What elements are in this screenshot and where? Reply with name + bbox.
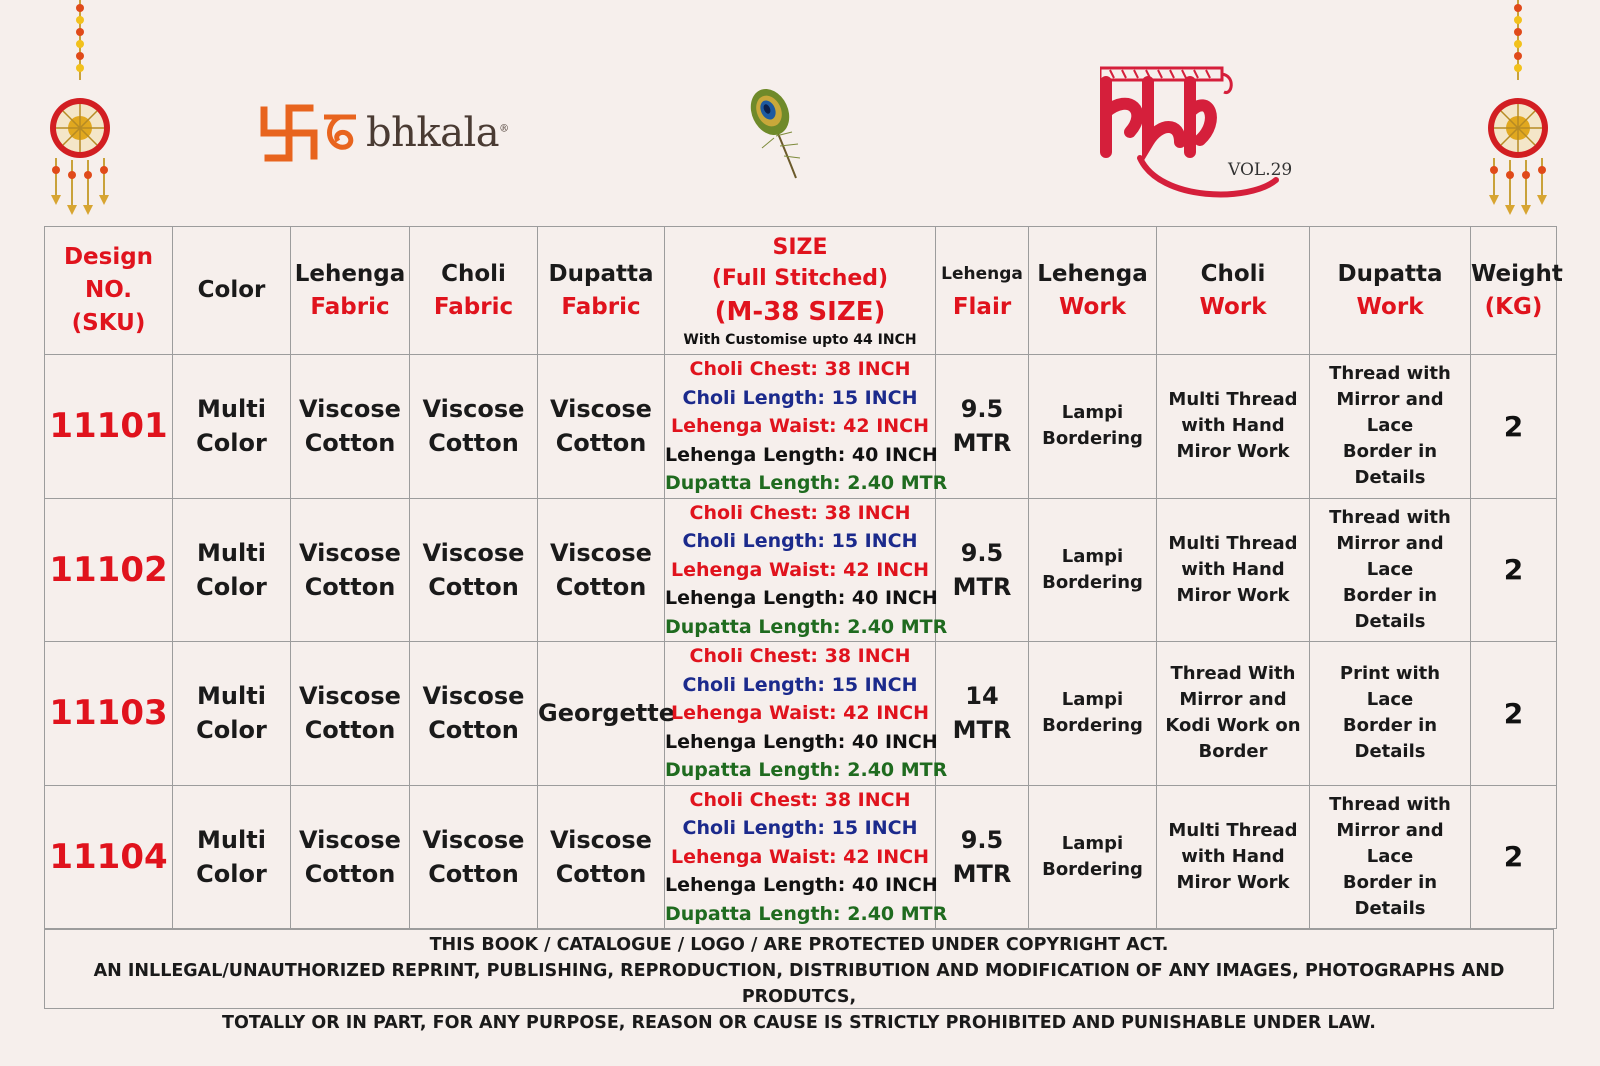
catalog-table — [44, 226, 1563, 929]
flair-cell — [936, 642, 1029, 786]
cell-line: Multi — [197, 825, 266, 854]
cell-line: MTR — [952, 429, 1012, 458]
dupatta-work-cell — [1310, 355, 1471, 499]
cell-line: Border in — [1342, 715, 1438, 737]
choli-length-spec: Choli Length: 15 INCH — [682, 386, 918, 409]
cell-line: Cotton — [428, 859, 519, 888]
header-dupatta-fabric — [538, 227, 665, 355]
cell-line: Thread with — [1329, 793, 1451, 815]
cell-line: Multi Thread — [1168, 819, 1298, 841]
cell-line: with Hand — [1181, 845, 1285, 867]
cell-line: Viscose — [422, 682, 525, 711]
size-cell — [665, 355, 948, 499]
cell-line: 14 — [965, 682, 999, 711]
size-cell — [665, 498, 948, 642]
header-line: Design — [63, 244, 154, 270]
color-cell — [173, 642, 291, 786]
header-line: Color — [197, 277, 266, 303]
header-line: Lehenga — [941, 263, 1023, 284]
lehenga-length-spec: Lehenga Length: 40 INCH — [665, 587, 938, 609]
table-row — [45, 498, 1557, 642]
header-weight — [1471, 227, 1563, 355]
cell-line: 9.5 — [960, 825, 1004, 854]
brand-name-text: bhkala — [366, 110, 500, 156]
choli-work-cell — [1157, 498, 1310, 642]
choli-chest-spec: Choli Chest: 38 INCH — [689, 788, 911, 811]
weight-cell: 2 — [1471, 785, 1557, 929]
lehenga-work-cell — [1029, 642, 1157, 786]
cell-line: Cotton — [304, 572, 396, 601]
header-line: With Customise upto 44 INCH — [683, 331, 917, 348]
cell-line: Color — [196, 716, 267, 745]
cell-line: MTR — [952, 572, 1012, 601]
size-cell — [665, 785, 948, 929]
table-row — [45, 355, 1557, 499]
cell-line: Miror Work — [1176, 871, 1290, 893]
hanging-decoration-right-icon — [1480, 0, 1560, 220]
header-line: Choli — [1200, 260, 1266, 287]
cell-line: Thread with — [1329, 506, 1451, 528]
copyright-line: AN INLLEGAL/UNAUTHORIZED REPRINT, PUBLISHING, REPRODUCTION, DISTRIBUTION AND MODIFICATION OF ANY IMAGES, PHOTOGRAPHS AND PRODUTCS, — [93, 961, 1505, 1007]
lehenga-fabric-cell — [291, 785, 410, 929]
lehenga-waist-spec: Lehenga Waist: 42 INCH — [670, 415, 930, 437]
flair-cell — [936, 785, 1029, 929]
cell-line: Cotton — [555, 572, 647, 601]
lehenga-length-spec: Lehenga Length: 40 INCH — [665, 874, 938, 896]
lehenga-work-cell — [1029, 498, 1157, 642]
header-lehenga-work — [1029, 227, 1157, 355]
header-color — [173, 227, 291, 355]
header-lehenga-fabric — [291, 227, 410, 355]
header-line: NO. — [84, 277, 133, 303]
color-cell — [173, 498, 291, 642]
cell-line: Details — [1354, 467, 1426, 489]
brand-name — [366, 110, 509, 156]
hanging-decoration-left-icon — [42, 0, 122, 220]
lehenga-waist-spec: Lehenga Waist: 42 INCH — [670, 702, 930, 724]
header-line: Lehenga — [1037, 260, 1148, 287]
dupatta-length-spec: Dupatta Length: 2.40 MTR — [665, 615, 948, 638]
cell-line: Border in — [1342, 441, 1438, 463]
lehenga-fabric-cell — [291, 498, 410, 642]
header-design-no — [45, 227, 173, 355]
header-line: Lehenga — [294, 260, 406, 287]
cell-line: MTR — [952, 859, 1012, 888]
cell-line: Lampi — [1061, 402, 1124, 424]
choli-chest-spec: Choli Chest: 38 INCH — [689, 645, 911, 667]
weight-cell: 2 — [1471, 355, 1557, 499]
cell-line: Lampi — [1061, 545, 1124, 567]
sku-cell: 11101 — [45, 355, 173, 499]
cell-line: Mirror and — [1179, 689, 1287, 711]
cell-line: Viscose — [299, 538, 401, 567]
choli-work-cell — [1157, 785, 1310, 929]
flair-cell — [936, 355, 1029, 499]
cell-line: Details — [1354, 741, 1426, 763]
choli-length-spec: Choli Length: 15 INCH — [682, 530, 918, 552]
header-dupatta-work — [1310, 227, 1471, 355]
cell-line: Thread With — [1170, 663, 1296, 685]
flair-cell — [936, 498, 1029, 642]
weight-cell: 2 — [1471, 498, 1557, 642]
cell-line: Cotton — [304, 859, 396, 888]
cell-line: Details — [1354, 897, 1426, 919]
header-line: Fabric — [433, 293, 514, 320]
table-header-row — [45, 227, 1557, 355]
cell-line: Cotton — [304, 429, 396, 458]
dupatta-fabric-cell — [538, 642, 675, 786]
dupatta-fabric-cell — [538, 498, 665, 642]
dupatta-work-cell — [1310, 642, 1471, 786]
cell-line: Cotton — [428, 716, 519, 745]
cell-line: Viscose — [299, 395, 401, 424]
cell-line: Georgette — [538, 699, 675, 728]
cell-line: Kodi Work on — [1165, 715, 1301, 737]
cell-line: Thread with — [1329, 363, 1451, 385]
header-line: Fabric — [310, 293, 390, 320]
cell-line: Multi Thread — [1168, 532, 1298, 554]
dupatta-length-spec: Dupatta Length: 2.40 MTR — [665, 472, 948, 494]
cell-line: Multi Thread — [1168, 389, 1298, 411]
cell-line: Bordering — [1042, 571, 1143, 593]
header-line: Fabric — [561, 293, 641, 320]
dupatta-work-cell — [1310, 498, 1471, 642]
cell-line: Bordering — [1042, 858, 1143, 880]
lehenga-length-spec: Lehenga Length: 40 INCH — [665, 730, 938, 753]
swastik-icon — [258, 102, 320, 164]
ras-calligraphy-icon — [1100, 62, 1293, 202]
choli-fabric-cell — [410, 498, 538, 642]
cell-line: Print with Lace — [1339, 663, 1441, 711]
cell-line: Cotton — [428, 572, 519, 601]
cell-line: Border — [1198, 741, 1268, 763]
cell-line: Viscose — [550, 825, 652, 854]
lehenga-fabric-cell — [291, 355, 410, 499]
cell-line: Bordering — [1042, 428, 1143, 450]
cell-line: Viscose — [299, 825, 401, 854]
header-line: (SKU) — [71, 310, 146, 336]
sku-cell: 11103 — [45, 642, 173, 786]
lehenga-waist-spec: Lehenga Waist: 42 INCH — [670, 845, 930, 868]
cell-line: Mirror and Lace — [1336, 532, 1444, 580]
copyright-notice — [44, 929, 1554, 1033]
cell-line: 9.5 — [960, 538, 1004, 567]
cell-line: Color — [196, 429, 267, 458]
cell-line: 9.5 — [960, 395, 1004, 424]
sku-cell: 11104 — [45, 785, 173, 929]
copyright-line: TOTALLY OR IN PART, FOR ANY PURPOSE, REASON OR CAUSE IS STRICTLY PROHIBITED AND PUNISHABLE UNDER LAW. — [222, 1013, 1376, 1033]
cell-line: with Hand — [1181, 415, 1285, 437]
brand-logo — [258, 98, 509, 168]
choli-work-cell — [1157, 642, 1310, 786]
dupatta-length-spec: Dupatta Length: 2.40 MTR — [665, 902, 948, 925]
header-choli-work — [1157, 227, 1310, 355]
cell-line: Viscose — [422, 538, 525, 567]
cell-line: Lampi — [1061, 689, 1124, 711]
choli-length-spec: Choli Length: 15 INCH — [682, 817, 918, 839]
cell-line: Lampi — [1061, 832, 1124, 854]
cell-line: Viscose — [422, 395, 525, 424]
cell-line: Multi — [197, 682, 266, 711]
cell-line: Color — [196, 859, 267, 888]
choli-fabric-cell — [410, 355, 538, 499]
color-cell — [173, 355, 291, 499]
header-line: (KG) — [1484, 293, 1543, 320]
cell-line: Details — [1354, 610, 1426, 632]
choli-length-spec: Choli Length: 15 INCH — [682, 673, 918, 696]
lehenga-length-spec: Lehenga Length: 40 INCH — [665, 443, 938, 466]
header-line: Work — [1059, 293, 1126, 320]
collection-logo — [1100, 62, 1293, 206]
table-row — [45, 785, 1557, 929]
header-line: SIZE — [772, 234, 828, 260]
lehenga-work-cell — [1029, 785, 1157, 929]
cell-line: Multi — [197, 395, 266, 424]
cell-line: Cotton — [555, 859, 647, 888]
copyright-line: THIS BOOK / CATALOGUE / LOGO / ARE PROTECTED UNDER COPYRIGHT ACT. — [429, 935, 1169, 955]
header-line: Weight — [1471, 260, 1563, 287]
cell-line: Viscose — [550, 395, 652, 424]
header-lehenga-flair — [936, 227, 1029, 355]
cell-line: Cotton — [555, 429, 647, 458]
cell-line: Viscose — [422, 825, 525, 854]
header-line: Choli — [441, 260, 506, 287]
lehenga-work-cell — [1029, 355, 1157, 499]
header-line: Work — [1356, 293, 1424, 320]
color-cell — [173, 785, 291, 929]
cell-line: Viscose — [299, 682, 401, 711]
cell-line: with Hand — [1181, 558, 1285, 580]
cell-line: Mirror and Lace — [1336, 819, 1444, 867]
choli-chest-spec: Choli Chest: 38 INCH — [689, 358, 911, 380]
header-line: Work — [1199, 293, 1267, 320]
cell-line: Border in — [1342, 871, 1438, 893]
cell-line: Miror Work — [1176, 441, 1290, 463]
lehenga-waist-spec: Lehenga Waist: 42 INCH — [670, 558, 930, 581]
choli-fabric-cell — [410, 785, 538, 929]
header-line: Flair — [952, 293, 1012, 320]
sku-cell: 11102 — [45, 498, 173, 642]
cell-line: Viscose — [550, 538, 652, 567]
cell-line: Cotton — [428, 429, 519, 458]
dupatta-fabric-cell — [538, 355, 665, 499]
shubh-glyph-icon — [320, 103, 360, 163]
cell-line: Bordering — [1042, 715, 1143, 737]
choli-chest-spec: Choli Chest: 38 INCH — [689, 501, 911, 524]
size-cell — [665, 642, 948, 786]
cell-line: MTR — [952, 716, 1012, 745]
cell-line: Multi — [197, 538, 266, 567]
header-line: Dupatta — [548, 260, 654, 287]
peacock-feather-icon — [748, 82, 808, 182]
cell-line: Miror Work — [1176, 584, 1290, 606]
weight-cell: 2 — [1471, 642, 1557, 786]
header-line: (Full Stitched) — [711, 265, 889, 291]
choli-fabric-cell — [410, 642, 538, 786]
cell-line: Mirror and Lace — [1336, 389, 1444, 437]
header-line: (M-38 SIZE) — [714, 296, 886, 327]
dupatta-length-spec: Dupatta Length: 2.40 MTR — [665, 759, 948, 781]
table-row — [45, 642, 1557, 786]
header-choli-fabric — [410, 227, 538, 355]
volume-label: VOL.29 — [1228, 160, 1293, 180]
header-line: Dupatta — [1337, 260, 1443, 287]
dupatta-fabric-cell — [538, 785, 665, 929]
cell-line: Cotton — [304, 716, 396, 745]
choli-work-cell — [1157, 355, 1310, 499]
cell-line: Border in — [1342, 584, 1438, 606]
registered-mark: ® — [499, 123, 509, 135]
lehenga-fabric-cell — [291, 642, 410, 786]
header-size — [665, 227, 936, 355]
cell-line: Color — [196, 572, 267, 601]
dupatta-work-cell — [1310, 785, 1471, 929]
